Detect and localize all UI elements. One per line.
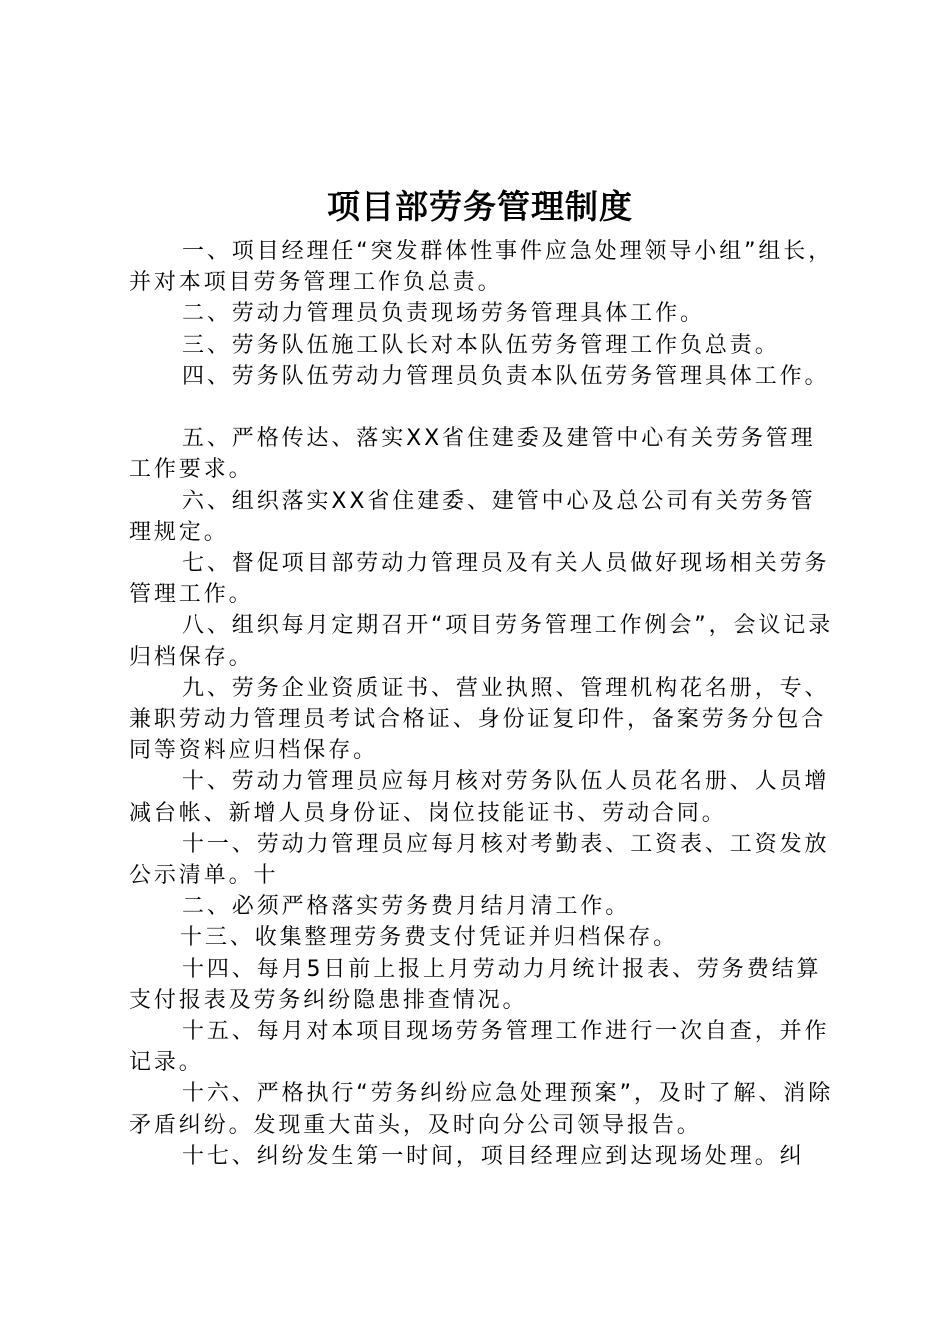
document-body <box>129 236 834 1172</box>
paragraph-4: 四、劳务队伍劳动力管理员负责本队伍劳务管理具体工作。 <box>182 363 830 389</box>
paragraph-10: 十、劳动力管理员应每月核对劳务队伍人员花名册、人员增减台帐、新增人员身份证、岗位技能证书、劳动合同。 <box>129 769 830 826</box>
document-title: 项目部劳务管理制度 <box>327 187 633 226</box>
paragraph-6: 六、组织落实XX省住建委、建管中心及总公司有关劳务管理规定。 <box>129 488 816 545</box>
paragraph-1: 一、项目经理任“突发群体性事件应急处理领导小组”组长，并对本项目劳务管理工作负总责。 <box>129 239 834 296</box>
paragraph-12: 二、必须严格落实劳务费月结月清工作。 <box>182 894 631 920</box>
paragraph-3: 三、劳务队伍施工队长对本队伍劳务管理工作负总责。 <box>182 332 780 358</box>
paragraph-16: 十六、严格执行“劳务纠纷应急处理预案”，及时了解、消除矛盾纠纷。发现重大苗头，及时向分公司领导报告。 <box>129 1081 834 1138</box>
paragraph-2: 二、劳动力管理员负责现场劳务管理具体工作。 <box>182 301 705 327</box>
paragraph-9: 九、劳务企业资质证书、营业执照、管理机构花名册，专、兼职劳动力管理员考试合格证、身份证复印件，备案劳务分包合同等资料应归档保存。 <box>129 675 830 764</box>
paragraph-7: 七、督促项目部劳动力管理员及有关人员做好现场相关劳务管理工作。 <box>129 551 830 608</box>
paragraph-8: 八、组织每月定期召开“项目劳务管理工作例会”，会议记录归档保存。 <box>129 613 834 670</box>
paragraph-5: 五、严格传达、落实XX省住建委及建管中心有关劳务管理工作要求。 <box>129 426 816 483</box>
paragraph-15: 十五、每月对本项目现场劳务管理工作进行一次自查，并作记录。 <box>129 1019 830 1076</box>
paragraph-11: 十一、劳动力管理员应每月核对考勤表、工资表、工资发放公示清单。十 <box>129 831 830 889</box>
paragraph-spacer <box>129 392 834 423</box>
paragraph-13: 十三、收集整理劳务费支付凭证并归档保存。 <box>180 925 679 951</box>
paragraph-17: 十七、纠纷发生第一时间，项目经理应到达现场处理。纠 <box>182 1143 805 1169</box>
paragraph-14: 十四、每月5日前上报上月劳动力月统计报表、劳务费结算支付报表及劳务纠纷隐患排查情况。 <box>129 956 822 1013</box>
